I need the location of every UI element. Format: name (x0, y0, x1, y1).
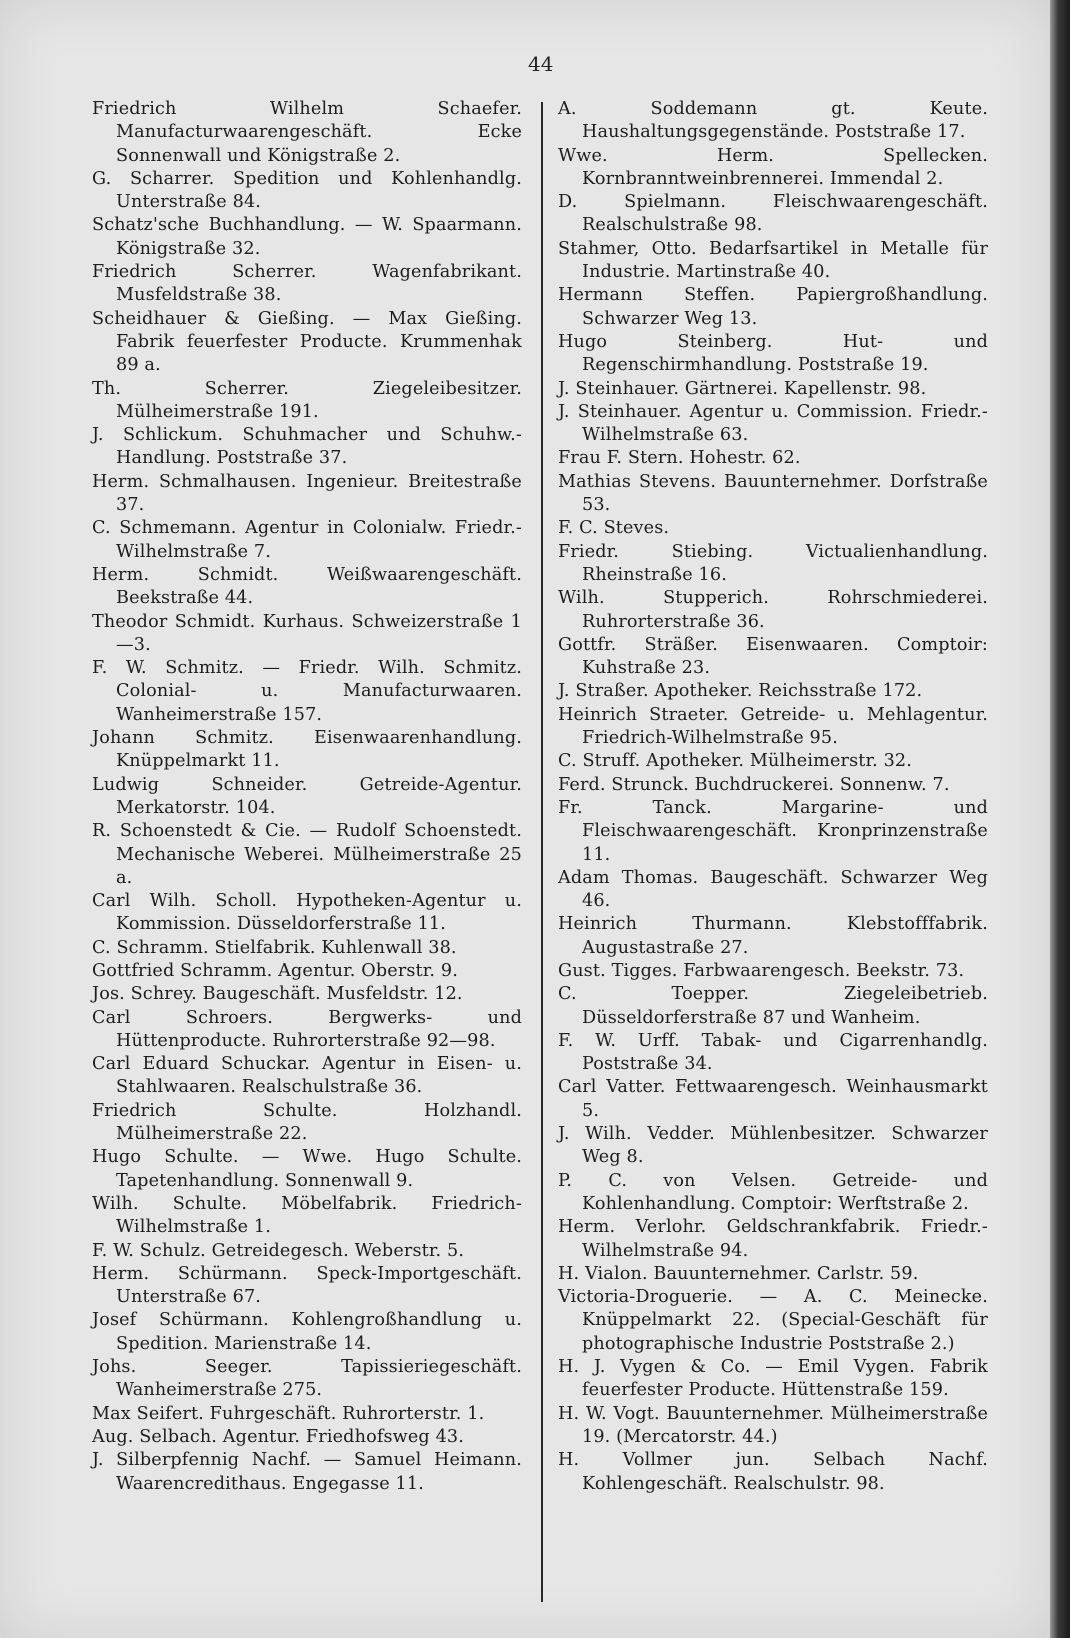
directory-entry: Wilh. Stupperich. Rohrschmiederei. Ruhrorterstraße 36. (558, 588, 988, 632)
directory-entry: J. Schlickum. Schuhmacher und Schuhw.-Handlung. Poststraße 37. (92, 425, 522, 469)
directory-entry: Schatz'sche Buchhandlung. — W. Spaarmann. Königstraße 32. (92, 215, 522, 259)
directory-entry: Jos. Schrey. Baugeschäft. Musfeldstr. 12. (92, 984, 463, 1005)
left-column (92, 98, 522, 1568)
directory-entry: A. Soddemann gt. Keute. Haushaltungsgegenstände. Poststraße 17. (558, 99, 988, 143)
directory-entry: Heinrich Straeter. Getreide- u. Mehlagentur. Friedrich-Wilhelmstraße 95. (558, 704, 988, 749)
directory-entry: C. Schmemann. Agentur in Colonialw. Friedr.-Wilhelmstraße 7. (92, 518, 522, 562)
directory-entry: Max Seifert. Fuhrgeschäft. Ruhrorterstr. 1. (92, 1403, 485, 1424)
directory-entry: Adam Thomas. Baugeschäft. Schwarzer Weg 46. (558, 867, 988, 912)
directory-entry: P. C. von Velsen. Getreide- und Kohlenhandlung. Comptoir: Werftstraße 2. (558, 1170, 988, 1214)
directory-entry: Fr. Tanck. Margarine- und Fleischwaarengeschäft. Kronprinzenstraße 11. (558, 797, 988, 865)
directory-entry: Victoria-Droguerie. — A. C. Meinecke. Knüppelmarkt 22. (Special-Geschäft für photographische Industrie Poststraße 2.) (558, 1287, 988, 1354)
directory-entry: Herm. Schmalhausen. Ingenieur. Breitestraße 37. (92, 471, 522, 516)
directory-entry: J. Straßer. Apotheker. Reichsstraße 172. (558, 681, 923, 702)
directory-entry: Wilh. Schulte. Möbelfabrik. Friedrich-Wilhelmstraße 1. (92, 1193, 522, 1238)
directory-entry: Frau F. Stern. Hohestr. 62. (558, 448, 801, 469)
directory-entry: Stahmer, Otto. Bedarfsartikel in Metalle für Industrie. Martinstraße 40. (558, 238, 988, 283)
directory-entry: F. W. Schulz. Getreidegesch. Weberstr. 5. (92, 1240, 465, 1261)
directory-entry: J. Steinhauer. Gärtnerei. Kapellenstr. 98. (558, 378, 927, 399)
directory-entry: Hermann Steffen. Papiergroßhandlung. Schwarzer Weg 13. (558, 285, 988, 329)
directory-entry: Aug. Selbach. Agentur. Friedhofsweg 43. (92, 1426, 465, 1447)
directory-entry: H. W. Vogt. Bauunternehmer. Mülheimerstraße 19. (Mercatorstr. 44.) (558, 1403, 988, 1447)
directory-entry: Carl Eduard Schuckar. Agentur in Eisen- u. Stahlwaaren. Realschulstraße 36. (92, 1054, 522, 1098)
page-number: 44 (528, 52, 554, 76)
directory-entry: H. J. Vygen & Co. — Emil Vygen. Fabrik feuerfester Producte. Hüttenstraße 159. (558, 1357, 988, 1401)
directory-entry: Herm. Schmidt. Weißwaarengeschäft. Beekstraße 44. (92, 564, 522, 609)
directory-entry: R. Schoenstedt & Cie. — Rudolf Schoenstedt. Mechanische Weberei. Mülheimerstraße 25 a. (92, 821, 522, 888)
directory-entry: C. Toepper. Ziegeleibetrieb. Düsseldorferstraße 87 und Wanheim. (558, 984, 988, 1028)
directory-entry: Gottfried Schramm. Agentur. Oberstr. 9. (92, 960, 458, 981)
directory-entry: Hugo Steinberg. Hut- und Regenschirmhandlung. Poststraße 19. (558, 331, 988, 376)
directory-entry: Herm. Verlohr. Geldschrankfabrik. Friedr.-Wilhelmstraße 94. (558, 1217, 988, 1261)
directory-entry: G. Scharrer. Spedition und Kohlenhandlg. Unterstraße 84. (92, 168, 522, 213)
directory-entry: Hugo Schulte. — Wwe. Hugo Schulte. Tapetenhandlung. Sonnenwall 9. (92, 1147, 522, 1191)
directory-entry: H. Vollmer jun. Selbach Nachf. Kohlengeschäft. Realschulstr. 98. (558, 1450, 988, 1494)
directory-entry: Josef Schürmann. Kohlengroßhandlung u. Spedition. Marienstraße 14. (92, 1310, 522, 1354)
directory-entry: Heinrich Thurmann. Klebstofffabrik. Augustastraße 27. (558, 914, 988, 958)
directory-entry: Theodor Schmidt. Kurhaus. Schweizerstraße 1—3. (92, 611, 522, 655)
directory-entry: C. Schramm. Stielfabrik. Kuhlenwall 38. (92, 937, 457, 958)
directory-entry: Friedrich Wilhelm Schaefer. Manufacturwaarengeschäft. Ecke Sonnenwall und Königstraße 2. (92, 99, 522, 166)
directory-entry: Gottfr. Sträßer. Eisenwaaren. Comptoir: Kuhstraße 23. (558, 634, 988, 679)
directory-entry: F. W. Urff. Tabak- und Cigarrenhandlg. Poststraße 34. (558, 1030, 988, 1075)
directory-entry: Ludwig Schneider. Getreide-Agentur. Merkatorstr. 104. (92, 774, 522, 818)
directory-entry: J. Wilh. Vedder. Mühlenbesitzer. Schwarzer Weg 8. (558, 1124, 988, 1168)
directory-entry: C. Struff. Apotheker. Mülheimerstr. 32. (558, 751, 913, 772)
right-column (558, 98, 988, 1568)
directory-entry: Friedr. Stiebing. Victualienhandlung. Rheinstraße 16. (558, 541, 988, 585)
directory-entry: Wwe. Herm. Spellecken. Kornbranntweinbrennerei. Immendal 2. (558, 145, 988, 189)
directory-entry: Johs. Seeger. Tapissieriegeschäft. Wanheimerstraße 275. (92, 1357, 522, 1401)
directory-entry: J. Steinhauer. Agentur u. Commission. Friedr.-Wilhelmstraße 63. (558, 401, 988, 446)
directory-entry: Gust. Tigges. Farbwaarengesch. Beekstr. 73. (558, 960, 965, 981)
directory-entry: Johann Schmitz. Eisenwaarenhandlung. Knüppelmarkt 11. (92, 728, 522, 772)
column-divider (541, 102, 543, 1602)
directory-entry: Carl Schroers. Bergwerks- und Hüttenproducte. Ruhrorterstraße 92—98. (92, 1007, 522, 1051)
directory-entry: Friedrich Scherrer. Wagenfabrikant. Musfeldstraße 38. (92, 262, 522, 306)
directory-entry: Friedrich Schulte. Holzhandl. Mülheimerstraße 22. (92, 1100, 522, 1145)
directory-entry: F. W. Schmitz. — Friedr. Wilh. Schmitz. Colonial- u. Manufacturwaaren. Wanheimerstraße 157. (92, 658, 522, 725)
directory-entry: Carl Vatter. Fettwaarengesch. Weinhausmarkt 5. (558, 1077, 988, 1121)
directory-entry: Ferd. Strunck. Buchdruckerei. Sonnenw. 7. (558, 774, 950, 795)
directory-entry: Mathias Stevens. Bauunternehmer. Dorfstraße 53. (558, 471, 988, 516)
directory-entry: H. Vialon. Bauunternehmer. Carlstr. 59. (558, 1263, 919, 1284)
directory-entry: Herm. Schürmann. Speck-Importgeschäft. Unterstraße 67. (92, 1263, 522, 1308)
directory-entry: D. Spielmann. Fleischwaarengeschäft. Realschulstraße 98. (558, 192, 988, 236)
directory-entry: Carl Wilh. Scholl. Hypotheken-Agentur u. Kommission. Düsseldorferstraße 11. (92, 891, 522, 935)
directory-entry: Th. Scherrer. Ziegeleibesitzer. Mülheimerstraße 191. (92, 378, 522, 422)
directory-entry: Scheidhauer & Gießing. — Max Gießing. Fabrik feuerfester Producte. Krummenhak 89 a. (92, 308, 522, 376)
page-edge-shadow (1050, 0, 1070, 1638)
directory-entry: F. C. Steves. (558, 518, 670, 539)
directory-entry: J. Silberpfennig Nachf. — Samuel Heimann. Waarencredithaus. Engegasse 11. (92, 1450, 522, 1494)
